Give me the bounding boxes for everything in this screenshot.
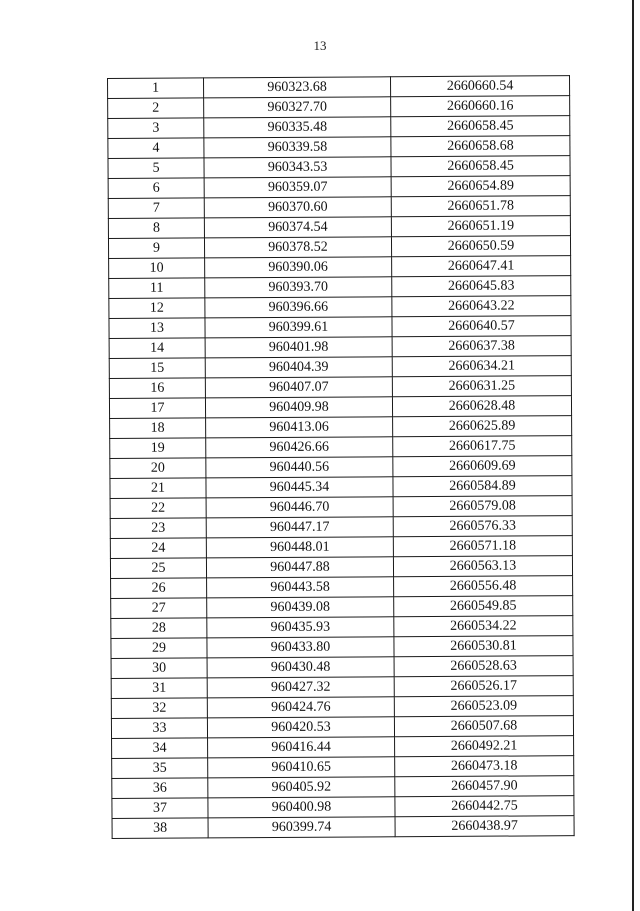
point-number-cell: 18 — [110, 418, 206, 439]
y-coordinate-cell: 2660645.83 — [392, 276, 571, 297]
x-coordinate-cell: 960323.68 — [204, 77, 391, 98]
table-row — [112, 796, 574, 819]
y-coordinate-cell: 2660457.90 — [395, 776, 574, 797]
y-coordinate-cell: 2660523.09 — [394, 696, 573, 717]
point-number-cell: 37 — [112, 798, 208, 819]
table-row — [108, 236, 570, 259]
page-edge-line — [632, 0, 634, 911]
y-coordinate-cell: 2660438.97 — [395, 816, 574, 837]
y-coordinate-cell: 2660660.54 — [390, 76, 569, 97]
point-number-cell: 13 — [109, 318, 205, 339]
point-number-cell: 28 — [111, 618, 207, 639]
x-coordinate-cell: 960426.66 — [206, 437, 393, 458]
table-row — [108, 176, 570, 199]
table-row — [108, 96, 570, 119]
point-number-cell: 36 — [112, 778, 208, 799]
y-coordinate-cell: 2660647.41 — [392, 256, 571, 277]
x-coordinate-cell: 960401.98 — [205, 337, 392, 358]
point-number-cell: 34 — [112, 738, 208, 759]
x-coordinate-cell: 960448.01 — [206, 537, 393, 558]
x-coordinate-cell: 960427.32 — [207, 677, 394, 698]
x-coordinate-cell: 960447.17 — [206, 517, 393, 538]
y-coordinate-cell: 2660526.17 — [394, 676, 573, 697]
point-number-cell: 35 — [112, 758, 208, 779]
table-row — [110, 416, 572, 439]
table-row — [110, 456, 572, 479]
table-row — [111, 656, 573, 679]
x-coordinate-cell: 960420.53 — [207, 717, 394, 738]
y-coordinate-cell: 2660631.25 — [392, 376, 571, 397]
point-number-cell: 23 — [110, 518, 206, 539]
point-number-cell: 22 — [110, 498, 206, 519]
x-coordinate-cell: 960396.66 — [205, 297, 392, 318]
x-coordinate-cell: 960407.07 — [205, 377, 392, 398]
x-coordinate-cell: 960430.48 — [207, 657, 394, 678]
table-row — [111, 716, 573, 739]
y-coordinate-cell: 2660507.68 — [394, 716, 573, 737]
x-coordinate-cell: 960440.56 — [206, 457, 393, 478]
y-coordinate-cell: 2660643.22 — [392, 296, 571, 317]
x-coordinate-cell: 960359.07 — [204, 177, 391, 198]
point-number-cell: 26 — [111, 578, 207, 599]
x-coordinate-cell: 960446.70 — [206, 497, 393, 518]
y-coordinate-cell: 2660534.22 — [394, 616, 573, 637]
point-number-cell: 6 — [108, 178, 204, 199]
table-row — [112, 736, 574, 759]
x-coordinate-cell: 960439.08 — [207, 597, 394, 618]
y-coordinate-cell: 2660658.45 — [391, 156, 570, 177]
y-coordinate-cell: 2660637.38 — [392, 336, 571, 357]
point-number-cell: 31 — [111, 678, 207, 699]
table-row — [112, 776, 574, 799]
x-coordinate-cell: 960443.58 — [207, 577, 394, 598]
y-coordinate-cell: 2660617.75 — [393, 436, 572, 457]
x-coordinate-cell: 960343.53 — [204, 157, 391, 178]
point-number-cell: 16 — [109, 378, 205, 399]
point-number-cell: 10 — [109, 258, 205, 279]
point-number-cell: 17 — [109, 398, 205, 419]
y-coordinate-cell: 2660556.48 — [394, 576, 573, 597]
x-coordinate-cell: 960370.60 — [204, 197, 391, 218]
table-row — [112, 756, 574, 779]
table-row — [109, 276, 571, 299]
point-number-cell: 11 — [109, 278, 205, 299]
point-number-cell: 38 — [112, 818, 208, 839]
point-number-cell: 15 — [109, 358, 205, 379]
x-coordinate-cell: 960405.92 — [208, 777, 395, 798]
point-number-cell: 20 — [110, 458, 206, 479]
x-coordinate-cell: 960335.48 — [204, 117, 391, 138]
point-number-cell: 4 — [108, 138, 204, 159]
point-number-cell: 14 — [109, 338, 205, 359]
y-coordinate-cell: 2660442.75 — [395, 796, 574, 817]
table-row — [108, 116, 570, 139]
y-coordinate-cell: 2660640.57 — [392, 316, 571, 337]
table-row — [108, 196, 570, 219]
point-number-cell: 12 — [109, 298, 205, 319]
y-coordinate-cell: 2660634.21 — [392, 356, 571, 377]
y-coordinate-cell: 2660530.81 — [394, 636, 573, 657]
x-coordinate-cell: 960400.98 — [208, 797, 395, 818]
coordinate-table — [107, 75, 575, 839]
table-row — [110, 436, 572, 459]
coordinate-table-body — [108, 76, 575, 839]
table-row — [108, 216, 570, 239]
point-number-cell: 8 — [108, 218, 204, 239]
table-row — [109, 256, 571, 279]
y-coordinate-cell: 2660528.63 — [394, 656, 573, 677]
point-number-cell: 3 — [108, 118, 204, 139]
x-coordinate-cell: 960409.98 — [205, 397, 392, 418]
table-row — [109, 356, 571, 379]
x-coordinate-cell: 960445.34 — [206, 477, 393, 498]
y-coordinate-cell: 2660658.45 — [391, 116, 570, 137]
table-row — [110, 476, 572, 499]
y-coordinate-cell: 2660473.18 — [395, 756, 574, 777]
table-row — [109, 376, 571, 399]
point-number-cell: 7 — [108, 198, 204, 219]
point-number-cell: 32 — [111, 698, 207, 719]
x-coordinate-cell: 960378.52 — [204, 237, 391, 258]
table-row — [111, 676, 573, 699]
y-coordinate-cell: 2660660.16 — [391, 96, 570, 117]
x-coordinate-cell: 960413.06 — [206, 417, 393, 438]
x-coordinate-cell: 960393.70 — [205, 277, 392, 298]
y-coordinate-cell: 2660563.13 — [393, 556, 572, 577]
y-coordinate-cell: 2660628.48 — [392, 396, 571, 417]
table-row — [111, 696, 573, 719]
x-coordinate-cell: 960424.76 — [207, 697, 394, 718]
y-coordinate-cell: 2660651.78 — [391, 196, 570, 217]
y-coordinate-cell: 2660654.89 — [391, 176, 570, 197]
x-coordinate-cell: 960404.39 — [205, 357, 392, 378]
x-coordinate-cell: 960433.80 — [207, 637, 394, 658]
point-number-cell: 1 — [108, 78, 204, 99]
y-coordinate-cell: 2660549.85 — [394, 596, 573, 617]
y-coordinate-cell: 2660584.89 — [393, 476, 572, 497]
coordinate-table-container — [107, 75, 574, 839]
x-coordinate-cell: 960447.88 — [206, 557, 393, 578]
table-row — [110, 496, 572, 519]
x-coordinate-cell: 960416.44 — [208, 737, 395, 758]
point-number-cell: 30 — [111, 658, 207, 679]
x-coordinate-cell: 960399.74 — [208, 817, 395, 838]
point-number-cell: 9 — [108, 238, 204, 259]
x-coordinate-cell: 960327.70 — [204, 97, 391, 118]
y-coordinate-cell: 2660650.59 — [391, 236, 570, 257]
table-row — [110, 556, 572, 579]
point-number-cell: 5 — [108, 158, 204, 179]
x-coordinate-cell: 960390.06 — [205, 257, 392, 278]
point-number-cell: 2 — [108, 98, 204, 119]
y-coordinate-cell: 2660579.08 — [393, 496, 572, 517]
table-row — [108, 156, 570, 179]
x-coordinate-cell: 960435.93 — [207, 617, 394, 638]
point-number-cell: 33 — [111, 718, 207, 739]
y-coordinate-cell: 2660609.69 — [393, 456, 572, 477]
point-number-cell: 24 — [110, 538, 206, 559]
y-coordinate-cell: 2660651.19 — [391, 216, 570, 237]
point-number-cell: 21 — [110, 478, 206, 499]
table-row — [110, 516, 572, 539]
table-row — [110, 536, 572, 559]
table-row — [111, 636, 573, 659]
table-row — [109, 296, 571, 319]
point-number-cell: 27 — [111, 598, 207, 619]
table-row — [111, 596, 573, 619]
y-coordinate-cell: 2660625.89 — [393, 416, 572, 437]
table-row — [109, 396, 571, 419]
point-number-cell: 19 — [110, 438, 206, 459]
table-row — [111, 616, 573, 639]
point-number-cell: 25 — [110, 558, 206, 579]
table-row — [109, 336, 571, 359]
table-row — [109, 316, 571, 339]
x-coordinate-cell: 960374.54 — [204, 217, 391, 238]
y-coordinate-cell: 2660658.68 — [391, 136, 570, 157]
x-coordinate-cell: 960410.65 — [208, 757, 395, 778]
x-coordinate-cell: 960339.58 — [204, 137, 391, 158]
table-row — [108, 136, 570, 159]
y-coordinate-cell: 2660492.21 — [395, 736, 574, 757]
table-row — [108, 76, 570, 99]
y-coordinate-cell: 2660571.18 — [393, 536, 572, 557]
page-number: 13 — [313, 38, 327, 53]
x-coordinate-cell: 960399.61 — [205, 317, 392, 338]
table-row — [111, 576, 573, 599]
point-number-cell: 29 — [111, 638, 207, 659]
y-coordinate-cell: 2660576.33 — [393, 516, 572, 537]
table-row — [112, 816, 574, 839]
